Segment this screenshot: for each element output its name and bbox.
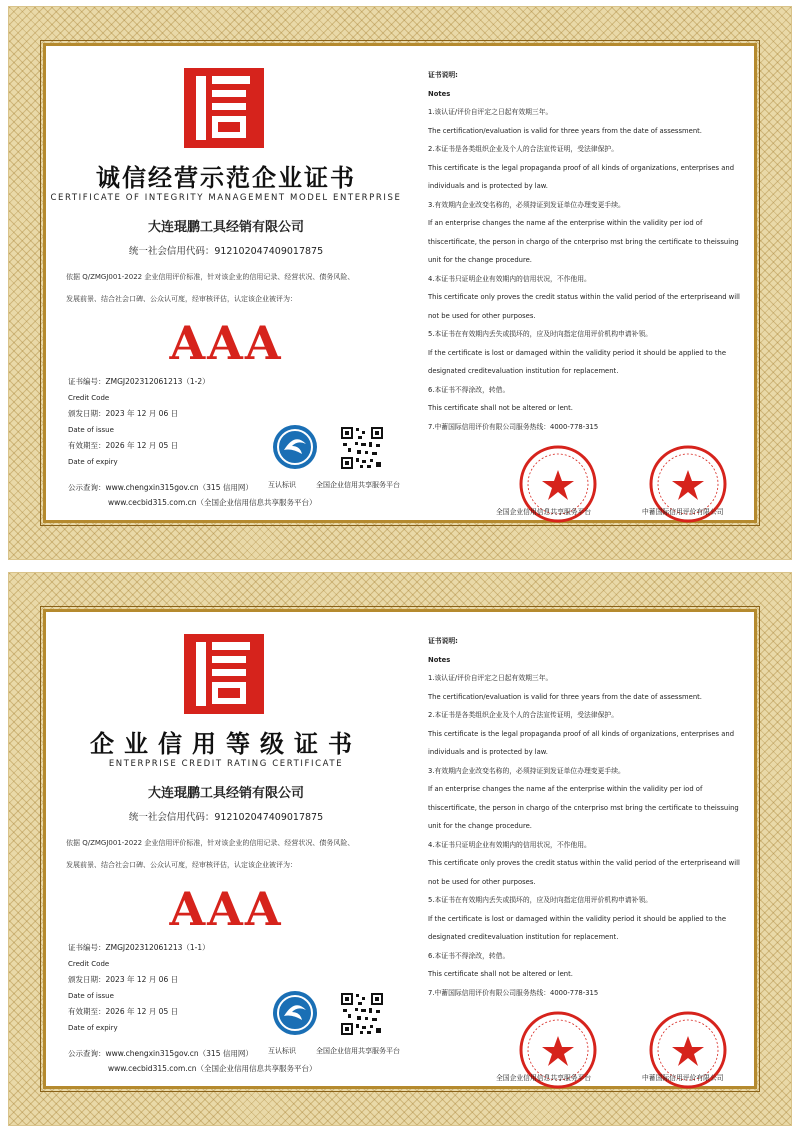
query-link-line: www.cecbid315.com.cn（全国企业信用信息共享服务平台）: [108, 498, 317, 507]
note-line: 6.本证书不得涂改，转借。: [428, 951, 510, 960]
expiry-date: 有效期至：2026 年 12 月 05 日: [68, 441, 179, 450]
seal1-caption: 全国企业信用信息共享服务平台: [496, 1074, 592, 1082]
note-line: 4.本证书只证明企业有效期内的信用状况，不作他用。: [428, 840, 591, 849]
note-line: thiscertificate, the person in chargo of the cnterpriso mst bring the certificate to theissuing: [428, 237, 739, 246]
issue-date: 颁发日期：2023 年 12 月 06 日: [68, 409, 179, 418]
note-line: 3.有效期内企业改变名称的，必须持证到发证单位办理变更手续。: [428, 766, 625, 775]
query-link-line: 公示查询：www.chengxin315gov.cn（315 信用网）: [68, 1049, 253, 1058]
certificate-number-en: Credit Code: [68, 394, 110, 402]
description-line: 发展前景、结合社会口碑、公众认可度，经审核评估，认定该企业被评为：: [66, 295, 297, 303]
qr-caption: 全国企业信用共享服务平台: [316, 481, 400, 489]
expiry-date: 有效期至：2026 年 12 月 05 日: [68, 1007, 179, 1016]
badge-caption: 互认标识: [268, 481, 296, 489]
note-line: individuals and is protected by law.: [428, 748, 548, 756]
note-line: This certificate shall not be altered or lent.: [428, 404, 573, 412]
note-line: designated creditevaluation institution for replacement.: [428, 933, 619, 941]
mutual-recognition-badge-icon: [272, 990, 318, 1036]
note-line: unit for the change procedure.: [428, 256, 532, 264]
certificate-inner: [43, 43, 757, 523]
note-line: 2.本证书是各类组织企业及个人的合法宣传证明，受法律保护。: [428, 711, 618, 719]
qr-code-icon: [340, 992, 384, 1036]
public-query-links: [68, 1046, 317, 1076]
note-line: This certificate is the legal propaganda proof of all kinds of organizations, enterprises and: [428, 729, 735, 738]
note-line: This certificate only proves the credit status within the valid period of the erterpriseand will: [428, 293, 740, 301]
note-line: This certificate only proves the credit status within the valid period of the erterpriseand will: [428, 859, 740, 867]
query-link-line: www.cecbid315.com.cn（全国企业信用信息共享服务平台）: [108, 1064, 317, 1073]
notes-heading: Notes: [428, 89, 451, 98]
note-line: This certificate shall not be altered or lent.: [428, 970, 573, 978]
certificate-credit-rating: [8, 572, 792, 1126]
note-line: individuals and is protected by law.: [428, 182, 548, 190]
certificate-meta: [68, 374, 210, 470]
xin-logo-icon: [184, 634, 264, 714]
certificate-title: 诚信经营示范企业证书: [96, 163, 356, 192]
note-line: The certification/evaluation is valid for three years from the date of assessment.: [428, 126, 702, 135]
note-line: 1.该认证/评价自评定之日起有效期三年。: [428, 108, 553, 116]
issue-date-en: Date of issue: [68, 992, 114, 1000]
certificate-notes: [428, 66, 748, 436]
certificate-notes: [428, 632, 748, 1002]
notes-heading: 证书说明:: [428, 71, 458, 79]
note-line: If an enterprise changes the name af the enterprise within the validity per iod of: [428, 785, 703, 793]
query-link-line: 公示查询：www.chengxin315gov.cn（315 信用网）: [68, 483, 253, 492]
credit-code: 统一社会信用代码：912102047409017875: [128, 812, 324, 823]
note-line: 5.本证书在有效期内丢失或损坏的，应及时向指定信用评价机构申请补领。: [428, 330, 652, 338]
notes-heading: Notes: [428, 655, 451, 664]
certificate-subtitle: CERTIFICATE OF INTEGRITY MANAGEMENT MODEL ENTERPRISE: [50, 193, 402, 203]
credit-code: 统一社会信用代码：912102047409017875: [128, 246, 324, 257]
xin-logo-icon: [184, 68, 264, 148]
certificate-number: 证书编号：ZMGJ202312061213（1-1）: [68, 943, 210, 952]
notes-list: [428, 632, 748, 1002]
mutual-recognition-badge-icon: [272, 424, 318, 470]
note-line: not be used for other purposes.: [428, 877, 536, 886]
note-line: If the certificate is lost or damaged within the validity period it should be applied to the: [428, 914, 727, 923]
certificate-left-column: [46, 46, 406, 520]
note-line: 4.本证书只证明企业有效期内的信用状况，不作他用。: [428, 274, 591, 283]
credit-grade: AAA: [169, 882, 283, 936]
company-name: 大连琨鹏工具经销有限公司: [147, 220, 304, 235]
note-line: If an enterprise changes the name af the enterprise within the validity per iod of: [428, 219, 703, 227]
note-line: If the certificate is lost or damaged within the validity period it should be applied to the: [428, 348, 727, 357]
seal1-caption: 全国企业信用信息共享服务平台: [496, 508, 592, 516]
expiry-date-en: Date of expiry: [68, 1024, 118, 1032]
company-name: 大连琨鹏工具经销有限公司: [147, 786, 304, 801]
note-line: 7.中蓄国际信用评价有限公司服务热线：4000-778-315: [428, 988, 599, 997]
note-line: 5.本证书在有效期内丢失或损坏的，应及时向指定信用评价机构申请补领。: [428, 896, 652, 904]
public-query-links: [68, 480, 317, 510]
note-line: 3.有效期内企业改变名称的，必须持证到发证单位办理变更手续。: [428, 200, 625, 209]
seal2-caption: 中蓄国际信用评价有限公司: [642, 508, 724, 516]
note-line: The certification/evaluation is valid for three years from the date of assessment.: [428, 692, 702, 701]
issue-date-en: Date of issue: [68, 426, 114, 434]
note-line: 7.中蓄国际信用评价有限公司服务热线：4000-778-315: [428, 422, 599, 431]
certificate-number-en: Credit Code: [68, 960, 110, 968]
note-line: thiscertificate, the person in chargo of the cnterpriso mst bring the certificate to theissuing: [428, 803, 739, 812]
assessment-description: [66, 266, 396, 310]
note-line: unit for the change procedure.: [428, 822, 532, 830]
certificate-integrity: [8, 6, 792, 560]
note-line: not be used for other purposes.: [428, 311, 536, 320]
certificate-title: 企业信用等级证书: [90, 729, 362, 758]
notes-heading: 证书说明:: [428, 637, 458, 645]
seal2-caption: 中蓄国际信用评价有限公司: [642, 1074, 724, 1082]
note-line: designated creditevaluation institution for replacement.: [428, 367, 619, 375]
badge-caption: 互认标识: [268, 1047, 296, 1055]
certificate-left-column: [46, 612, 406, 1086]
issue-date: 颁发日期：2023 年 12 月 06 日: [68, 975, 179, 984]
note-line: 6.本证书不得涂改，转借。: [428, 385, 510, 394]
notes-list: [428, 66, 748, 436]
description-line: 发展前景、结合社会口碑、公众认可度，经审核评估，认定该企业被评为：: [66, 861, 297, 869]
certificate-meta: [68, 940, 210, 1036]
assessment-description: [66, 832, 396, 876]
qr-caption: 全国企业信用共享服务平台: [316, 1047, 400, 1055]
credit-grade: AAA: [169, 316, 283, 370]
expiry-date-en: Date of expiry: [68, 458, 118, 466]
note-line: 2.本证书是各类组织企业及个人的合法宣传证明，受法律保护。: [428, 145, 618, 153]
certificate-number: 证书编号：ZMGJ202312061213（1-2）: [68, 377, 210, 386]
certificate-inner: [43, 609, 757, 1089]
description-line: 依据 Q/ZMGJ001-2022 企业信用评价标准，针对该企业的信用记录、经营状况、债务风险、: [66, 839, 355, 847]
note-line: 1.该认证/评价自评定之日起有效期三年。: [428, 674, 553, 682]
note-line: This certificate is the legal propaganda proof of all kinds of organizations, enterprises and: [428, 163, 735, 172]
certificate-subtitle: ENTERPRISE CREDIT RATING CERTIFICATE: [108, 759, 344, 769]
description-line: 依据 Q/ZMGJ001-2022 企业信用评价标准，针对该企业的信用记录、经营状况、债务风险、: [66, 273, 355, 281]
qr-code-icon: [340, 426, 384, 470]
